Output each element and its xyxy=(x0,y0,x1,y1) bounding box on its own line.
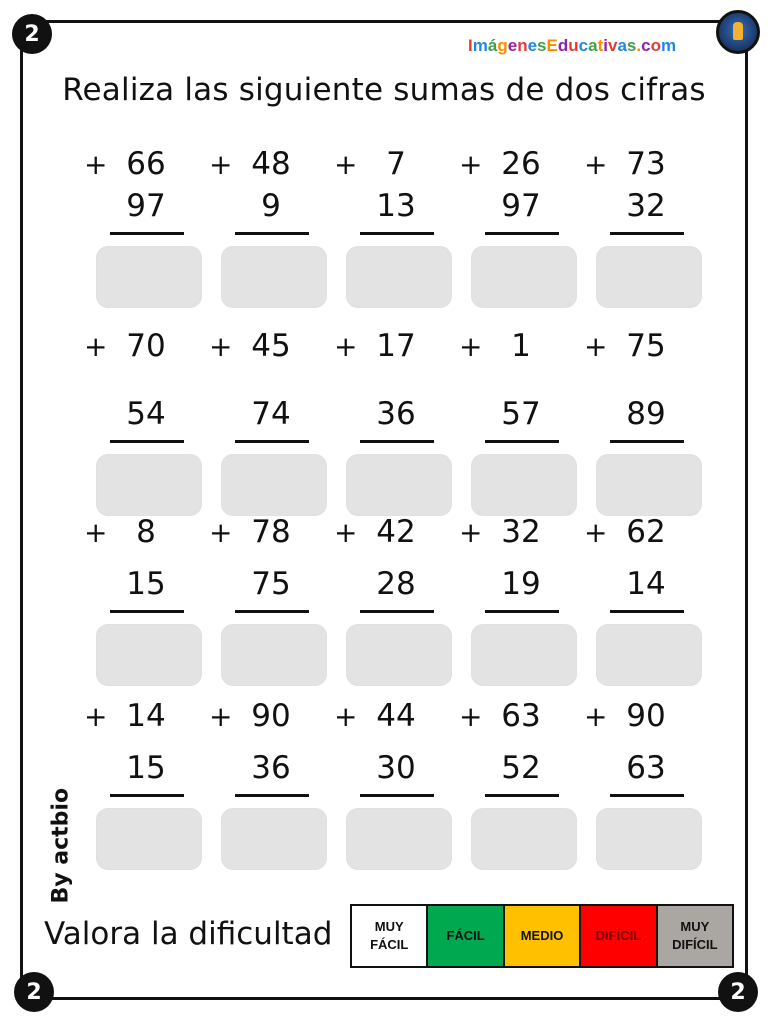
plus-sign: + xyxy=(459,330,483,363)
sum-line xyxy=(110,610,184,613)
difficulty-scale xyxy=(350,904,734,968)
site-name-letter: g xyxy=(497,36,508,55)
plus-sign: + xyxy=(209,148,233,181)
site-name-letter: m xyxy=(660,36,677,55)
first-addend: 1 xyxy=(511,328,531,364)
site-name-letter: u xyxy=(568,36,579,55)
answer-box[interactable] xyxy=(221,454,327,516)
plus-sign: + xyxy=(584,330,608,363)
answer-box[interactable] xyxy=(221,246,327,308)
second-addend: 32 xyxy=(626,188,666,224)
answer-box[interactable] xyxy=(346,454,452,516)
site-name-letter: a xyxy=(588,36,598,55)
first-addend: 75 xyxy=(626,328,666,364)
author-text: By actbio xyxy=(48,787,74,904)
difficulty-label: FÁCIL xyxy=(446,928,485,943)
difficulty-option[interactable] xyxy=(658,906,732,966)
second-addend: 28 xyxy=(376,566,416,602)
second-addend: 19 xyxy=(501,566,541,602)
second-addend: 97 xyxy=(126,188,166,224)
first-addend: 73 xyxy=(626,146,666,182)
plus-sign: + xyxy=(459,516,483,549)
first-addend: 32 xyxy=(501,514,541,550)
site-name-letter: . xyxy=(636,36,642,55)
difficulty-option[interactable] xyxy=(505,906,581,966)
page-number-bottom-right xyxy=(718,972,758,1012)
difficulty-option[interactable] xyxy=(352,906,428,966)
site-name-letter: c xyxy=(641,36,651,55)
answer-box[interactable] xyxy=(596,808,702,870)
plus-sign: + xyxy=(84,148,108,181)
sum-line xyxy=(360,794,434,797)
second-addend: 97 xyxy=(501,188,541,224)
answer-box[interactable] xyxy=(596,246,702,308)
second-addend: 89 xyxy=(626,396,666,432)
second-addend: 13 xyxy=(376,188,416,224)
answer-box[interactable] xyxy=(221,808,327,870)
answer-box[interactable] xyxy=(96,246,202,308)
sum-line xyxy=(485,794,559,797)
site-name-letter: I xyxy=(468,36,473,55)
site-name-letter: i xyxy=(603,36,608,55)
plus-sign: + xyxy=(84,700,108,733)
second-addend: 30 xyxy=(376,750,416,786)
answer-box[interactable] xyxy=(346,624,452,686)
plus-sign: + xyxy=(334,700,358,733)
plus-sign: + xyxy=(209,700,233,733)
first-addend: 78 xyxy=(251,514,291,550)
sum-line xyxy=(610,232,684,235)
difficulty-label: MEDIO xyxy=(520,928,564,943)
answer-box[interactable] xyxy=(221,624,327,686)
first-addend: 44 xyxy=(376,698,416,734)
sum-line xyxy=(110,440,184,443)
second-addend: 15 xyxy=(126,750,166,786)
first-addend: 26 xyxy=(501,146,541,182)
sum-line xyxy=(610,440,684,443)
answer-box[interactable] xyxy=(471,454,577,516)
first-addend: 17 xyxy=(376,328,416,364)
first-addend: 45 xyxy=(251,328,291,364)
plus-sign: + xyxy=(209,330,233,363)
difficulty-label: MUY FÁCIL xyxy=(370,919,409,952)
plus-sign: + xyxy=(584,516,608,549)
first-addend: 7 xyxy=(386,146,406,182)
second-addend: 63 xyxy=(626,750,666,786)
sum-line xyxy=(610,794,684,797)
plus-sign: + xyxy=(334,516,358,549)
first-addend: 8 xyxy=(136,514,156,550)
sum-line xyxy=(110,794,184,797)
author-credit xyxy=(40,780,80,910)
second-addend: 14 xyxy=(626,566,666,602)
answer-box[interactable] xyxy=(596,624,702,686)
sum-line xyxy=(610,610,684,613)
second-addend: 57 xyxy=(501,396,541,432)
site-name xyxy=(468,36,676,56)
sum-line xyxy=(360,440,434,443)
page-number-text: 2 xyxy=(26,979,42,1005)
page-number-text: 2 xyxy=(730,979,746,1005)
site-name-letter: v xyxy=(607,36,618,55)
first-addend: 48 xyxy=(251,146,291,182)
rating-prompt: Valora la dificultad xyxy=(44,916,333,952)
page-number-text: 2 xyxy=(24,21,40,47)
answer-box[interactable] xyxy=(346,808,452,870)
site-name-letter: e xyxy=(507,36,518,55)
difficulty-label: DIFÍCIL xyxy=(595,928,642,943)
site-name-letter: n xyxy=(517,36,528,55)
site-name-letter: m xyxy=(472,36,488,55)
first-addend: 14 xyxy=(126,698,166,734)
plus-sign: + xyxy=(84,516,108,549)
plus-sign: + xyxy=(459,148,483,181)
answer-box[interactable] xyxy=(471,624,577,686)
plus-sign: + xyxy=(584,148,608,181)
sum-line xyxy=(360,232,434,235)
second-addend: 54 xyxy=(126,396,166,432)
page-number-bottom-left xyxy=(14,972,54,1012)
sum-line xyxy=(235,794,309,797)
sum-line xyxy=(485,440,559,443)
site-name-letter: E xyxy=(546,36,558,55)
worksheet-title: Realiza las siguiente sumas de dos cifras xyxy=(62,72,706,108)
first-addend: 90 xyxy=(626,698,666,734)
site-name-letter: c xyxy=(578,36,589,55)
second-addend: 36 xyxy=(376,396,416,432)
difficulty-option[interactable] xyxy=(428,906,504,966)
site-name-letter: s xyxy=(626,36,637,55)
difficulty-option[interactable] xyxy=(581,906,657,966)
first-addend: 63 xyxy=(501,698,541,734)
plus-sign: + xyxy=(334,148,358,181)
second-addend: 9 xyxy=(261,188,281,224)
sum-line xyxy=(110,232,184,235)
site-name-letter: d xyxy=(557,36,569,55)
second-addend: 75 xyxy=(251,566,291,602)
answer-box[interactable] xyxy=(96,454,202,516)
sum-line xyxy=(235,232,309,235)
site-name-letter: e xyxy=(527,36,538,55)
second-addend: 74 xyxy=(251,396,291,432)
first-addend: 66 xyxy=(126,146,166,182)
plus-sign: + xyxy=(84,330,108,363)
sum-line xyxy=(485,232,559,235)
site-name-letter: s xyxy=(537,36,547,55)
second-addend: 15 xyxy=(126,566,166,602)
sum-line xyxy=(235,440,309,443)
site-name-letter: a xyxy=(617,36,627,55)
plus-sign: + xyxy=(334,330,358,363)
difficulty-label: MUY DIFÍCIL xyxy=(672,919,718,952)
plus-sign: + xyxy=(209,516,233,549)
sum-line xyxy=(235,610,309,613)
first-addend: 42 xyxy=(376,514,416,550)
second-addend: 52 xyxy=(501,750,541,786)
first-addend: 90 xyxy=(251,698,291,734)
plus-sign: + xyxy=(459,700,483,733)
site-name-letter: o xyxy=(650,36,661,55)
second-addend: 36 xyxy=(251,750,291,786)
first-addend: 62 xyxy=(626,514,666,550)
site-name-letter: á xyxy=(487,36,498,55)
plus-sign: + xyxy=(584,700,608,733)
page-number-top-left xyxy=(12,14,52,54)
sum-line xyxy=(485,610,559,613)
answer-box[interactable] xyxy=(471,808,577,870)
answer-box[interactable] xyxy=(96,808,202,870)
site-logo xyxy=(716,10,760,54)
site-name-letter: t xyxy=(597,36,604,55)
answer-box[interactable] xyxy=(96,624,202,686)
sum-line xyxy=(360,610,434,613)
answer-box[interactable] xyxy=(596,454,702,516)
first-addend: 70 xyxy=(126,328,166,364)
answer-box[interactable] xyxy=(471,246,577,308)
answer-box[interactable] xyxy=(346,246,452,308)
